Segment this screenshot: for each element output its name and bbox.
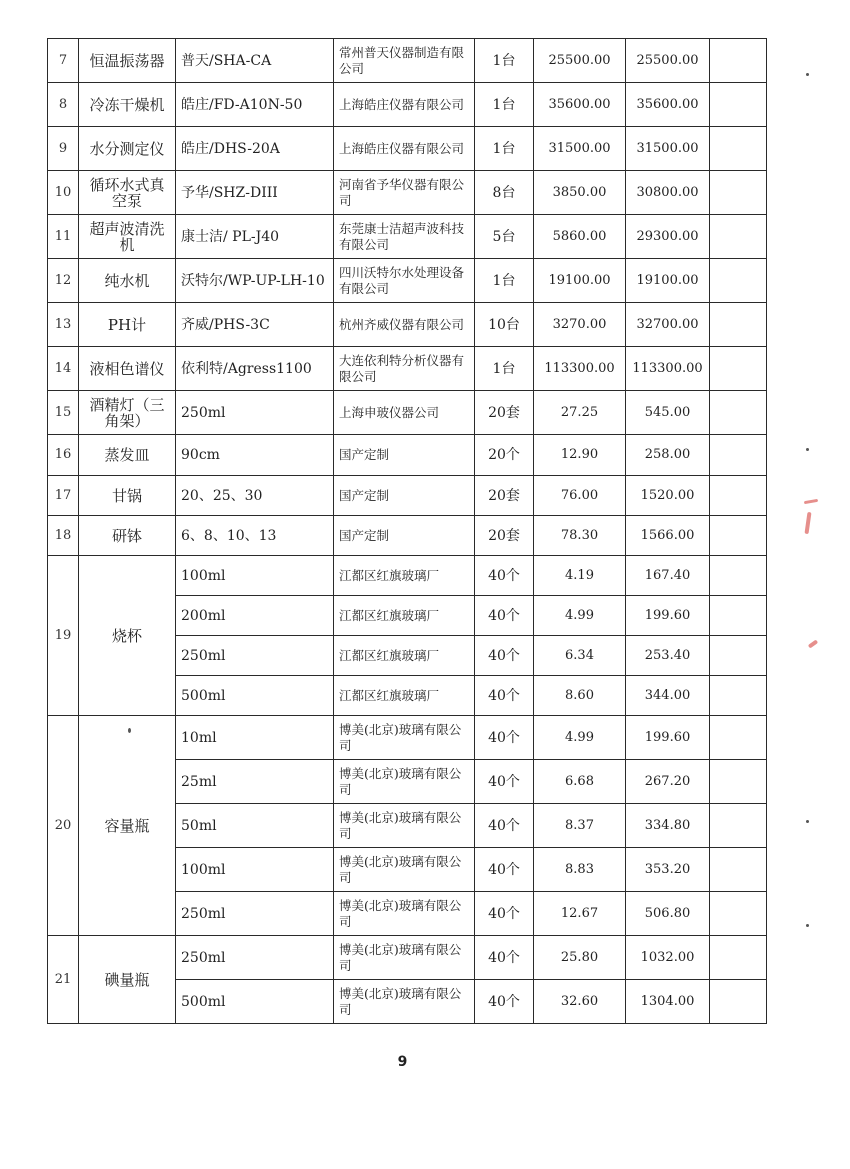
- item-name: PH计: [79, 303, 176, 347]
- remarks-cell: [710, 127, 767, 171]
- item-spec: 6、8、10、13: [176, 516, 334, 556]
- item-total-price: 167.40: [626, 556, 710, 596]
- table-row: [48, 83, 767, 127]
- item-name: 纯水机: [79, 259, 176, 303]
- remarks-cell: [710, 476, 767, 516]
- item-maker: 大连依利特分析仪器有限公司: [334, 347, 475, 391]
- item-quantity: 1台: [475, 83, 534, 127]
- remarks-cell: [710, 760, 767, 804]
- item-number: 16: [48, 435, 79, 476]
- item-maker: 博美(北京)玻璃有限公司: [334, 892, 475, 936]
- red-stamp-fragment: [808, 639, 818, 648]
- red-stamp-fragment: [804, 512, 811, 534]
- item-total-price: 267.20: [626, 760, 710, 804]
- item-maker: 博美(北京)玻璃有限公司: [334, 716, 475, 760]
- item-maker: 上海皓庄仪器有限公司: [334, 127, 475, 171]
- remarks-cell: [710, 259, 767, 303]
- item-maker: 四川沃特尔水处理设备有限公司: [334, 259, 475, 303]
- scan-speck: [806, 924, 809, 927]
- item-unit-price: 6.34: [534, 636, 626, 676]
- remarks-cell: [710, 848, 767, 892]
- item-total-price: 113300.00: [626, 347, 710, 391]
- item-unit-price: 3270.00: [534, 303, 626, 347]
- item-number: 11: [48, 215, 79, 259]
- item-spec: 予华/SHZ-DIII: [176, 171, 334, 215]
- item-quantity: 10台: [475, 303, 534, 347]
- item-unit-price: 8.60: [534, 676, 626, 716]
- item-quantity: 1台: [475, 347, 534, 391]
- item-unit-price: 4.19: [534, 556, 626, 596]
- item-name: 甘锅: [79, 476, 176, 516]
- item-unit-price: 113300.00: [534, 347, 626, 391]
- item-quantity: 40个: [475, 936, 534, 980]
- equipment-table: [47, 38, 767, 1024]
- item-quantity: 1台: [475, 259, 534, 303]
- table-row: [48, 171, 767, 215]
- item-unit-price: 8.37: [534, 804, 626, 848]
- item-total-price: 1304.00: [626, 980, 710, 1024]
- table-row: [48, 516, 767, 556]
- item-quantity: 40个: [475, 596, 534, 636]
- remarks-cell: [710, 215, 767, 259]
- item-unit-price: 12.67: [534, 892, 626, 936]
- item-maker: 河南省予华仪器有限公司: [334, 171, 475, 215]
- item-total-price: 334.80: [626, 804, 710, 848]
- item-quantity: 8台: [475, 171, 534, 215]
- remarks-cell: [710, 636, 767, 676]
- red-stamp-fragment: [804, 499, 818, 504]
- item-number: 13: [48, 303, 79, 347]
- item-quantity: 1台: [475, 39, 534, 83]
- item-spec: 25ml: [176, 760, 334, 804]
- item-number: 10: [48, 171, 79, 215]
- item-quantity: 20套: [475, 516, 534, 556]
- page-number: 9: [397, 1054, 408, 1070]
- item-maker: 江都区红旗玻璃厂: [334, 556, 475, 596]
- item-total-price: 25500.00: [626, 39, 710, 83]
- item-spec: 50ml: [176, 804, 334, 848]
- item-spec: 齐威/PHS-3C: [176, 303, 334, 347]
- table-row: [48, 127, 767, 171]
- item-spec: 100ml: [176, 848, 334, 892]
- table-row: [48, 936, 767, 980]
- item-unit-price: 6.68: [534, 760, 626, 804]
- table-row: [48, 215, 767, 259]
- item-maker: 江都区红旗玻璃厂: [334, 676, 475, 716]
- item-number: 15: [48, 391, 79, 435]
- item-unit-price: 35600.00: [534, 83, 626, 127]
- item-quantity: 20套: [475, 391, 534, 435]
- item-spec: 康士洁/ PL-J40: [176, 215, 334, 259]
- item-number: 7: [48, 39, 79, 83]
- item-spec: 200ml: [176, 596, 334, 636]
- item-name: 酒精灯（三角架）: [79, 391, 176, 435]
- item-unit-price: 8.83: [534, 848, 626, 892]
- item-quantity: 5台: [475, 215, 534, 259]
- table-row: [48, 476, 767, 516]
- item-spec: 沃特尔/WP-UP-LH-10: [176, 259, 334, 303]
- item-total-price: 31500.00: [626, 127, 710, 171]
- remarks-cell: [710, 804, 767, 848]
- item-quantity: 20套: [475, 476, 534, 516]
- scan-speck: [128, 728, 131, 733]
- item-quantity: 40个: [475, 556, 534, 596]
- table-row: [48, 303, 767, 347]
- remarks-cell: [710, 676, 767, 716]
- item-number: 9: [48, 127, 79, 171]
- item-quantity: 20个: [475, 435, 534, 476]
- remarks-cell: [710, 892, 767, 936]
- equipment-list-sheet: [47, 38, 767, 1024]
- item-quantity: 40个: [475, 848, 534, 892]
- item-total-price: 253.40: [626, 636, 710, 676]
- table-row: [48, 259, 767, 303]
- item-name: 超声波清洗机: [79, 215, 176, 259]
- item-number: 18: [48, 516, 79, 556]
- item-spec: 250ml: [176, 391, 334, 435]
- item-unit-price: 12.90: [534, 435, 626, 476]
- remarks-cell: [710, 435, 767, 476]
- equipment-table-body: [48, 39, 767, 1024]
- item-maker: 上海申玻仪器公司: [334, 391, 475, 435]
- item-maker: 常州普天仪器制造有限公司: [334, 39, 475, 83]
- item-name: 烧杯: [79, 556, 176, 716]
- item-maker: 博美(北京)玻璃有限公司: [334, 760, 475, 804]
- item-quantity: 40个: [475, 804, 534, 848]
- item-total-price: 199.60: [626, 596, 710, 636]
- item-name: 蒸发皿: [79, 435, 176, 476]
- item-quantity: 40个: [475, 716, 534, 760]
- item-total-price: 1032.00: [626, 936, 710, 980]
- table-row: [48, 347, 767, 391]
- item-total-price: 30800.00: [626, 171, 710, 215]
- remarks-cell: [710, 516, 767, 556]
- item-maker: 国产定制: [334, 435, 475, 476]
- item-maker: 国产定制: [334, 516, 475, 556]
- item-number: 8: [48, 83, 79, 127]
- item-spec: 250ml: [176, 936, 334, 980]
- item-unit-price: 4.99: [534, 716, 626, 760]
- item-spec: 250ml: [176, 636, 334, 676]
- item-total-price: 29300.00: [626, 215, 710, 259]
- item-spec: 500ml: [176, 676, 334, 716]
- item-unit-price: 27.25: [534, 391, 626, 435]
- item-maker: 博美(北京)玻璃有限公司: [334, 848, 475, 892]
- remarks-cell: [710, 391, 767, 435]
- item-spec: 90cm: [176, 435, 334, 476]
- item-maker: 博美(北京)玻璃有限公司: [334, 980, 475, 1024]
- item-unit-price: 3850.00: [534, 171, 626, 215]
- item-unit-price: 78.30: [534, 516, 626, 556]
- item-unit-price: 32.60: [534, 980, 626, 1024]
- item-quantity: 40个: [475, 676, 534, 716]
- item-maker: 东莞康士洁超声波科技有限公司: [334, 215, 475, 259]
- scan-speck: [806, 448, 809, 451]
- item-maker: 江都区红旗玻璃厂: [334, 596, 475, 636]
- item-unit-price: 31500.00: [534, 127, 626, 171]
- table-row: [48, 716, 767, 760]
- item-unit-price: 4.99: [534, 596, 626, 636]
- item-quantity: 40个: [475, 636, 534, 676]
- item-name: 冷冻干燥机: [79, 83, 176, 127]
- item-quantity: 40个: [475, 760, 534, 804]
- item-quantity: 40个: [475, 980, 534, 1024]
- item-name: 水分测定仪: [79, 127, 176, 171]
- item-number: 21: [48, 936, 79, 1024]
- scan-speck: [806, 820, 809, 823]
- item-spec: 500ml: [176, 980, 334, 1024]
- item-name: 容量瓶: [79, 716, 176, 936]
- remarks-cell: [710, 980, 767, 1024]
- remarks-cell: [710, 596, 767, 636]
- item-spec: 10ml: [176, 716, 334, 760]
- item-unit-price: 25500.00: [534, 39, 626, 83]
- item-spec: 皓庄/FD-A10N-50: [176, 83, 334, 127]
- item-spec: 250ml: [176, 892, 334, 936]
- item-maker: 国产定制: [334, 476, 475, 516]
- table-row: [48, 39, 767, 83]
- item-number: 19: [48, 556, 79, 716]
- item-maker: 博美(北京)玻璃有限公司: [334, 804, 475, 848]
- item-quantity: 40个: [475, 892, 534, 936]
- item-unit-price: 5860.00: [534, 215, 626, 259]
- table-row: [48, 556, 767, 596]
- item-quantity: 1台: [475, 127, 534, 171]
- item-maker: 江都区红旗玻璃厂: [334, 636, 475, 676]
- item-total-price: 19100.00: [626, 259, 710, 303]
- item-unit-price: 25.80: [534, 936, 626, 980]
- item-number: 14: [48, 347, 79, 391]
- remarks-cell: [710, 716, 767, 760]
- table-row: [48, 435, 767, 476]
- item-total-price: 35600.00: [626, 83, 710, 127]
- item-total-price: 32700.00: [626, 303, 710, 347]
- item-name: 恒温振荡器: [79, 39, 176, 83]
- table-row: [48, 391, 767, 435]
- item-maker: 上海皓庄仪器有限公司: [334, 83, 475, 127]
- item-maker: 杭州齐威仪器有限公司: [334, 303, 475, 347]
- item-spec: 皓庄/DHS-20A: [176, 127, 334, 171]
- item-number: 12: [48, 259, 79, 303]
- item-number: 20: [48, 716, 79, 936]
- item-spec: 依利特/Agress1100: [176, 347, 334, 391]
- item-total-price: 258.00: [626, 435, 710, 476]
- remarks-cell: [710, 936, 767, 980]
- remarks-cell: [710, 303, 767, 347]
- item-name: 液相色谱仪: [79, 347, 176, 391]
- item-total-price: 1566.00: [626, 516, 710, 556]
- item-total-price: 344.00: [626, 676, 710, 716]
- remarks-cell: [710, 171, 767, 215]
- item-spec: 普天/SHA-CA: [176, 39, 334, 83]
- item-total-price: 199.60: [626, 716, 710, 760]
- item-spec: 100ml: [176, 556, 334, 596]
- item-unit-price: 19100.00: [534, 259, 626, 303]
- item-total-price: 545.00: [626, 391, 710, 435]
- remarks-cell: [710, 39, 767, 83]
- item-total-price: 506.80: [626, 892, 710, 936]
- item-name: 研钵: [79, 516, 176, 556]
- item-name: 碘量瓶: [79, 936, 176, 1024]
- item-total-price: 1520.00: [626, 476, 710, 516]
- item-number: 17: [48, 476, 79, 516]
- remarks-cell: [710, 347, 767, 391]
- item-spec: 20、25、30: [176, 476, 334, 516]
- item-maker: 博美(北京)玻璃有限公司: [334, 936, 475, 980]
- item-name: 循环水式真空泵: [79, 171, 176, 215]
- item-total-price: 353.20: [626, 848, 710, 892]
- item-unit-price: 76.00: [534, 476, 626, 516]
- scan-speck: [806, 73, 809, 76]
- remarks-cell: [710, 83, 767, 127]
- remarks-cell: [710, 556, 767, 596]
